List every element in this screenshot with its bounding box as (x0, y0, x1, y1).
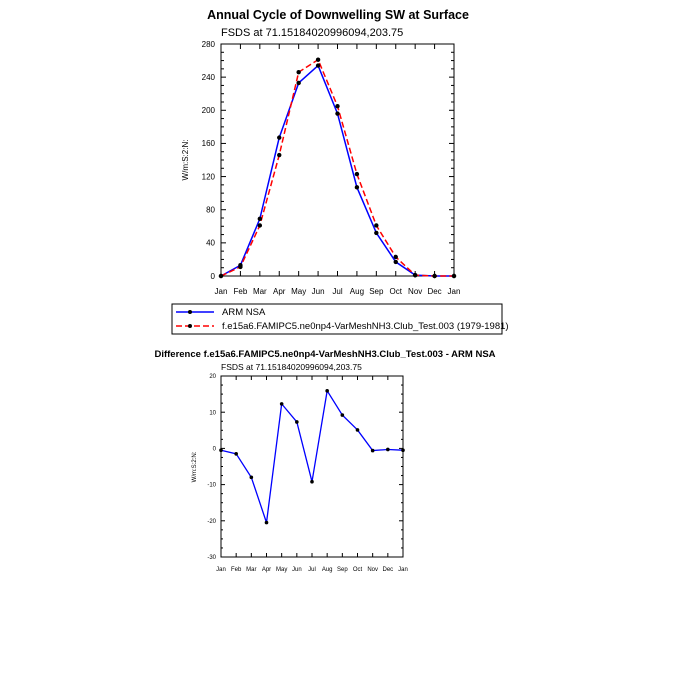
series-0-point (295, 420, 299, 424)
series-0-point (310, 480, 314, 484)
x-tick-label: Jan (398, 567, 408, 573)
x-tick-label: Nov (367, 567, 379, 573)
series-0-point (234, 452, 238, 456)
series-0-point (277, 135, 281, 139)
series-0-point (341, 413, 345, 417)
chart2-series (219, 389, 405, 524)
series-1-point (432, 274, 436, 278)
chart2-y-tick-labels (207, 374, 216, 561)
x-tick-label: Apr (261, 567, 272, 573)
legend-marker-model (188, 324, 192, 328)
y-tick-label: -30 (207, 555, 216, 562)
series-1-point (238, 265, 242, 269)
x-tick-label: Jan (216, 567, 226, 573)
series-1-point (394, 255, 398, 259)
legend-label-model: f.e15a6.FAMIPC5.ne0np4-VarMeshNH3.Club_Test.003 (1979-1981) (222, 321, 509, 332)
annual-cycle-chart (181, 8, 469, 296)
series-0-point (296, 81, 300, 85)
y-tick-label: 160 (201, 139, 215, 149)
y-tick-label: 10 (209, 410, 216, 417)
series-0-point (265, 521, 269, 525)
series-1-point (277, 153, 281, 157)
x-tick-label: Sep (369, 287, 384, 296)
series-1-point (219, 274, 223, 278)
series-0-point (325, 389, 329, 393)
series-line-0 (221, 66, 454, 276)
x-tick-label: Nov (408, 287, 423, 296)
x-tick-label: Dec (382, 567, 394, 573)
series-1-point (335, 104, 339, 108)
y-tick-label: 0 (212, 446, 216, 453)
x-tick-label: Jan (447, 287, 461, 296)
series-1-point (374, 223, 378, 227)
x-tick-label: Dec (427, 287, 442, 296)
x-tick-label: May (275, 567, 288, 573)
y-tick-label: 0 (210, 271, 215, 281)
chart1-ticks (221, 44, 454, 276)
difference-chart (154, 349, 495, 573)
series-0-point (374, 231, 378, 235)
series-1-point (413, 273, 417, 277)
y-tick-label: -10 (207, 482, 216, 489)
y-tick-label: 240 (201, 72, 215, 82)
x-tick-label: Sep (336, 567, 348, 573)
x-tick-label: Oct (352, 567, 363, 573)
x-tick-label: Jun (291, 567, 302, 573)
x-tick-label: May (291, 287, 307, 296)
x-tick-label: Apr (273, 287, 286, 296)
x-tick-label: Aug (349, 287, 365, 296)
chart2-ticks (221, 376, 403, 557)
legend-label-arm-nsa: ARM NSA (222, 307, 266, 318)
series-0-point (335, 111, 339, 115)
series-0-point (394, 260, 398, 264)
series-0-point (356, 428, 360, 432)
chart1-y-label: W/m:S:2:N: (181, 139, 190, 181)
series-1-point (316, 58, 320, 62)
x-tick-label: Aug (321, 567, 333, 573)
y-tick-label: 20 (209, 374, 216, 381)
series-line-0 (221, 391, 403, 523)
x-tick-label: Oct (389, 287, 402, 296)
y-tick-label: -20 (207, 518, 216, 525)
chart2-y-label: W/m:S:2:N: (192, 451, 198, 483)
chart2-x-tick-labels (216, 567, 408, 573)
series-0-point (316, 63, 320, 67)
legend-marker-arm-nsa (188, 310, 192, 314)
y-tick-label: 280 (201, 39, 215, 49)
y-tick-label: 120 (201, 172, 215, 182)
series-0-point (401, 448, 405, 452)
x-tick-label: Feb (233, 287, 248, 296)
series-0-point (355, 185, 359, 189)
series-1-point (258, 223, 262, 227)
chart1-title: Annual Cycle of Downwelling SW at Surface (207, 8, 469, 22)
series-1-point (452, 274, 456, 278)
x-tick-label: Jul (332, 287, 343, 296)
chart1-legend (172, 304, 509, 334)
y-tick-label: 200 (201, 106, 215, 116)
chart1-x-tick-labels (215, 287, 461, 296)
x-tick-label: Mar (246, 567, 257, 573)
series-0-point (280, 402, 284, 406)
series-0-point (219, 448, 223, 452)
chart1-y-tick-labels (202, 40, 216, 281)
chart1-subtitle: FSDS at 71.15184020996094,203.75 (221, 27, 404, 39)
series-0-point (250, 476, 254, 480)
series-1-point (355, 172, 359, 176)
series-0-point (386, 448, 390, 452)
series-line-1 (221, 60, 454, 276)
series-1-point (296, 70, 300, 74)
y-tick-label: 40 (206, 238, 215, 248)
x-tick-label: Mar (252, 287, 267, 296)
x-tick-label: Jan (214, 287, 228, 296)
series-0-point (258, 217, 262, 221)
chart2-plot-frame (221, 376, 403, 557)
x-tick-label: Jun (311, 287, 325, 296)
series-0-point (371, 449, 375, 453)
x-tick-label: Jul (308, 567, 316, 573)
y-tick-label: 80 (206, 205, 215, 215)
chart2-title: Difference f.e15a6.FAMIPC5.ne0np4-VarMeshNH3.Club_Test.003 - ARM NSA (154, 349, 496, 360)
chart1-series (219, 58, 456, 279)
chart1-plot-frame (221, 44, 454, 276)
chart2-subtitle: FSDS at 71.15184020996094,203.75 (221, 362, 362, 372)
x-tick-label: Feb (230, 567, 242, 573)
